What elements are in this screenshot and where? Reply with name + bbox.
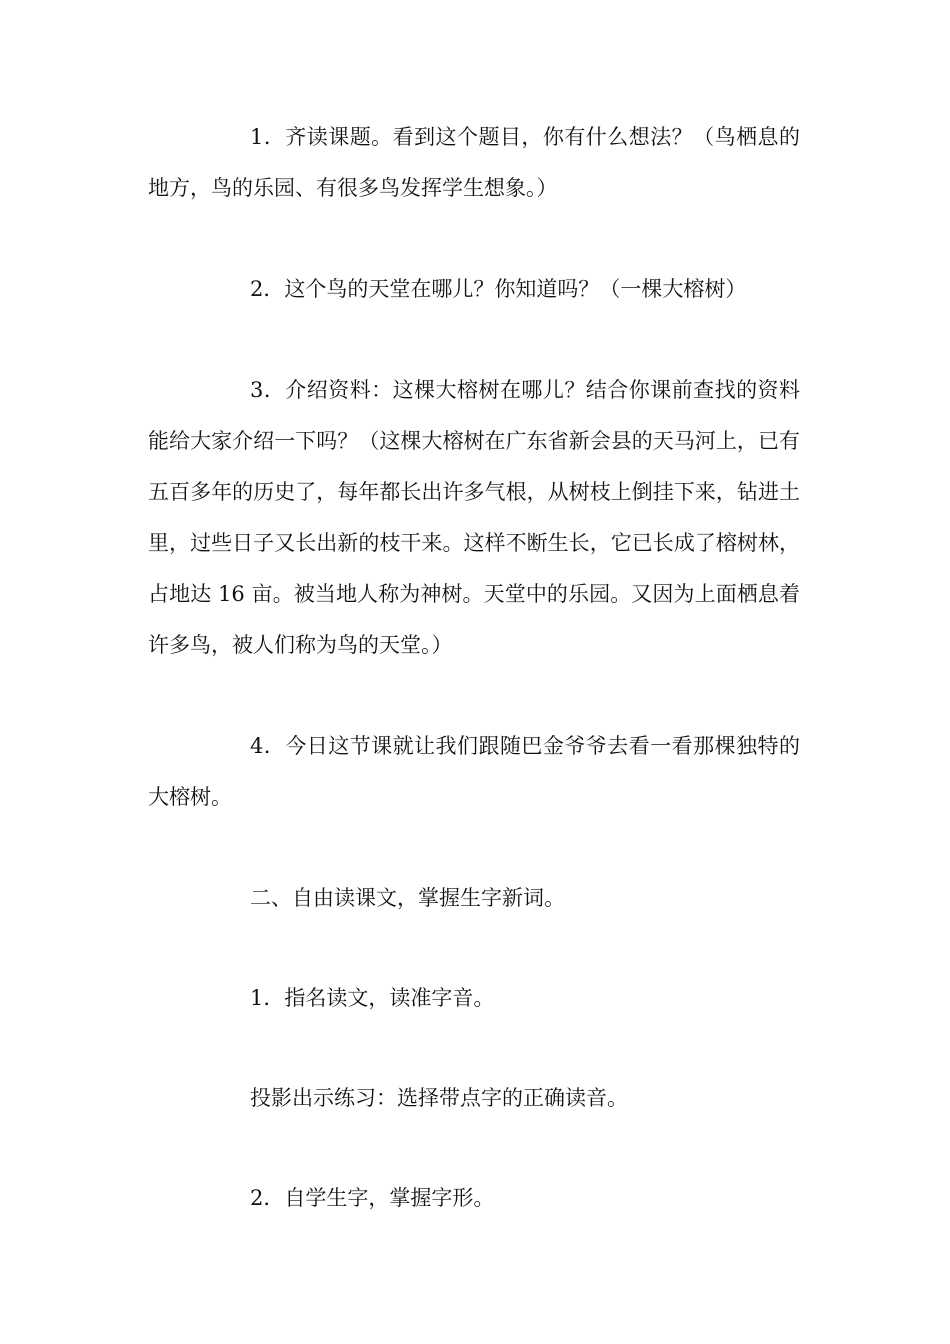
paragraph-3: 3．介绍资料：这棵大榕树在哪儿？结合你课前查找的资料能给大家介绍一下吗？（这棵大榕树在广东省新会县的天马河上，已有五百多年的历史了，每年都长出许多气根，从树枝上倒挂下来，钻进土里，过些日子又长出新的枝干来。这样不断生长，它已长成了榕树林，占地达 16 亩。被当地人称为神树。天堂中的乐园。又因为上面栖息着许多鸟，被人们称为鸟的天堂。） <box>148 378 800 657</box>
paragraph-1: 1．齐读课题。看到这个题目，你有什么想法？（鸟栖息的地方，鸟的乐园、有很多鸟发挥学生想象。） <box>148 125 800 200</box>
paragraph-2: 2．这个鸟的天堂在哪儿？你知道吗？（一棵大榕树） <box>250 277 747 301</box>
paragraph-6: 投影出示练习：选择带点字的正确读音。 <box>250 1086 628 1110</box>
paragraph-4: 4．今日这节课就让我们跟随巴金爷爷去看一看那棵独特的大榕树。 <box>148 734 800 809</box>
paragraph-5: 1．指名读文，读准字音。 <box>250 986 495 1010</box>
document-body <box>148 112 800 1224</box>
section-heading: 二、自由读课文，掌握生字新词。 <box>250 886 565 910</box>
paragraph-7: 2．自学生字，掌握字形。 <box>250 1186 495 1210</box>
